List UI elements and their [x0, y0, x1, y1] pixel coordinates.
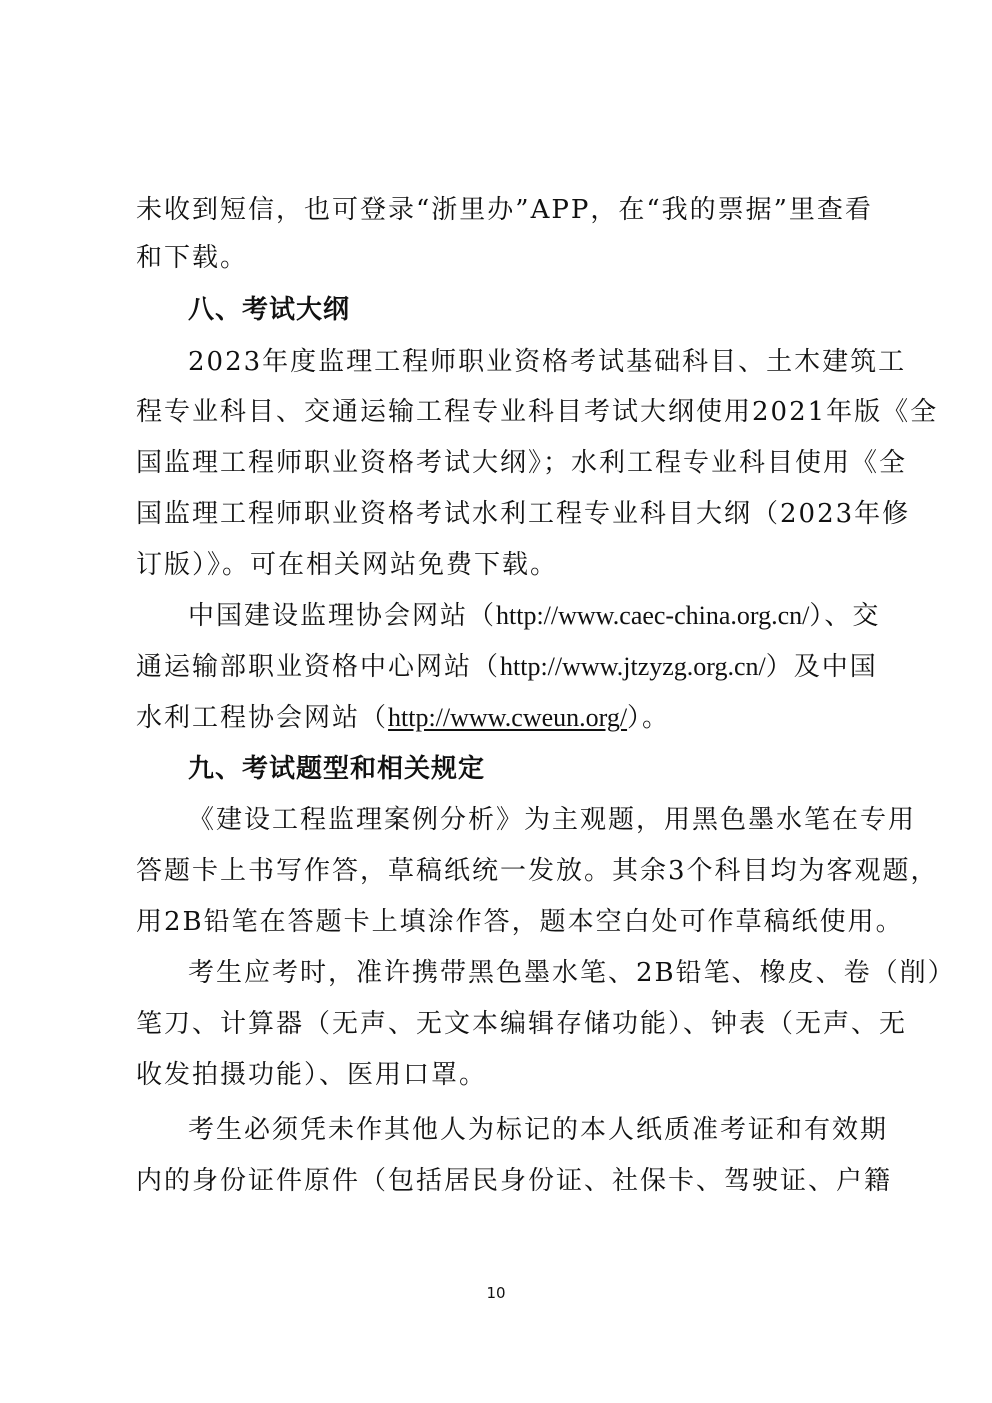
section-heading-syllabus: 八、考试大纲	[188, 295, 351, 325]
paragraph-line: 收发拍摄功能）、医用口罩。	[136, 1060, 488, 1090]
line-text: 中国建设监理协会网站（	[188, 601, 497, 631]
page-number: 10	[486, 1284, 506, 1302]
paragraph-line: 未收到短信，也可登录“浙里办”APP，在“我的票据”里查看	[136, 195, 873, 225]
section-heading-question-types: 九、考试题型和相关规定	[188, 754, 486, 784]
line-text: 通运输部职业资格中心网站（	[136, 652, 501, 682]
paragraph-line: 笔刀、计算器（无声、无文本编辑存储功能）、钟表（无声、无	[136, 1009, 908, 1039]
line-text: ）。	[627, 703, 671, 733]
paragraph-line: 国监理工程师职业资格考试水利工程专业科目大纲（2023年修	[136, 499, 911, 529]
paragraph-line: 订版）》。可在相关网站免费下载。	[136, 550, 559, 580]
paragraph-line: 考生必须凭未作其他人为标记的本人纸质准考证和有效期	[188, 1115, 889, 1145]
paragraph-line: 内的身份证件原件（包括居民身份证、社保卡、驾驶证、户籍	[136, 1166, 893, 1196]
line-text: ）及中国	[765, 652, 878, 682]
paragraph-line: 2023年度监理工程师职业资格考试基础科目、土木建筑工	[188, 347, 907, 377]
caec-website-link[interactable]: http://www.caec-china.org.cn/	[496, 601, 810, 630]
paragraph-line: 和下载。	[136, 243, 249, 273]
paragraph-line: 用2B铅笔在答题卡上填涂作答，题本空白处可作草稿纸使用。	[136, 907, 904, 937]
paragraph-line: 考生应考时，准许携带黑色墨水笔、2B铅笔、橡皮、卷（削）	[188, 958, 956, 988]
paragraph-line	[188, 596, 881, 636]
jtzyzg-website-link[interactable]: http://www.jtzyzg.org.cn/	[500, 652, 766, 681]
paragraph-line: 《建设工程监理案例分析》为主观题，用黑色墨水笔在专用	[188, 805, 917, 835]
line-text: ）、交	[809, 601, 881, 631]
paragraph-line: 答题卡上书写作答，草稿纸统一发放。其余3个科目均为客观题，	[136, 856, 939, 886]
paragraph-line	[136, 698, 872, 738]
paragraph-line: 国监理工程师职业资格考试大纲》；水利工程专业科目使用《全	[136, 448, 908, 478]
paragraph-line: 程专业科目、交通运输工程专业科目考试大纲使用2021年版《全	[136, 397, 939, 427]
paragraph-line	[136, 647, 878, 687]
line-text: 水利工程协会网站（	[136, 703, 389, 733]
cweun-website-link[interactable]: http://www.cweun.org/	[388, 703, 628, 732]
